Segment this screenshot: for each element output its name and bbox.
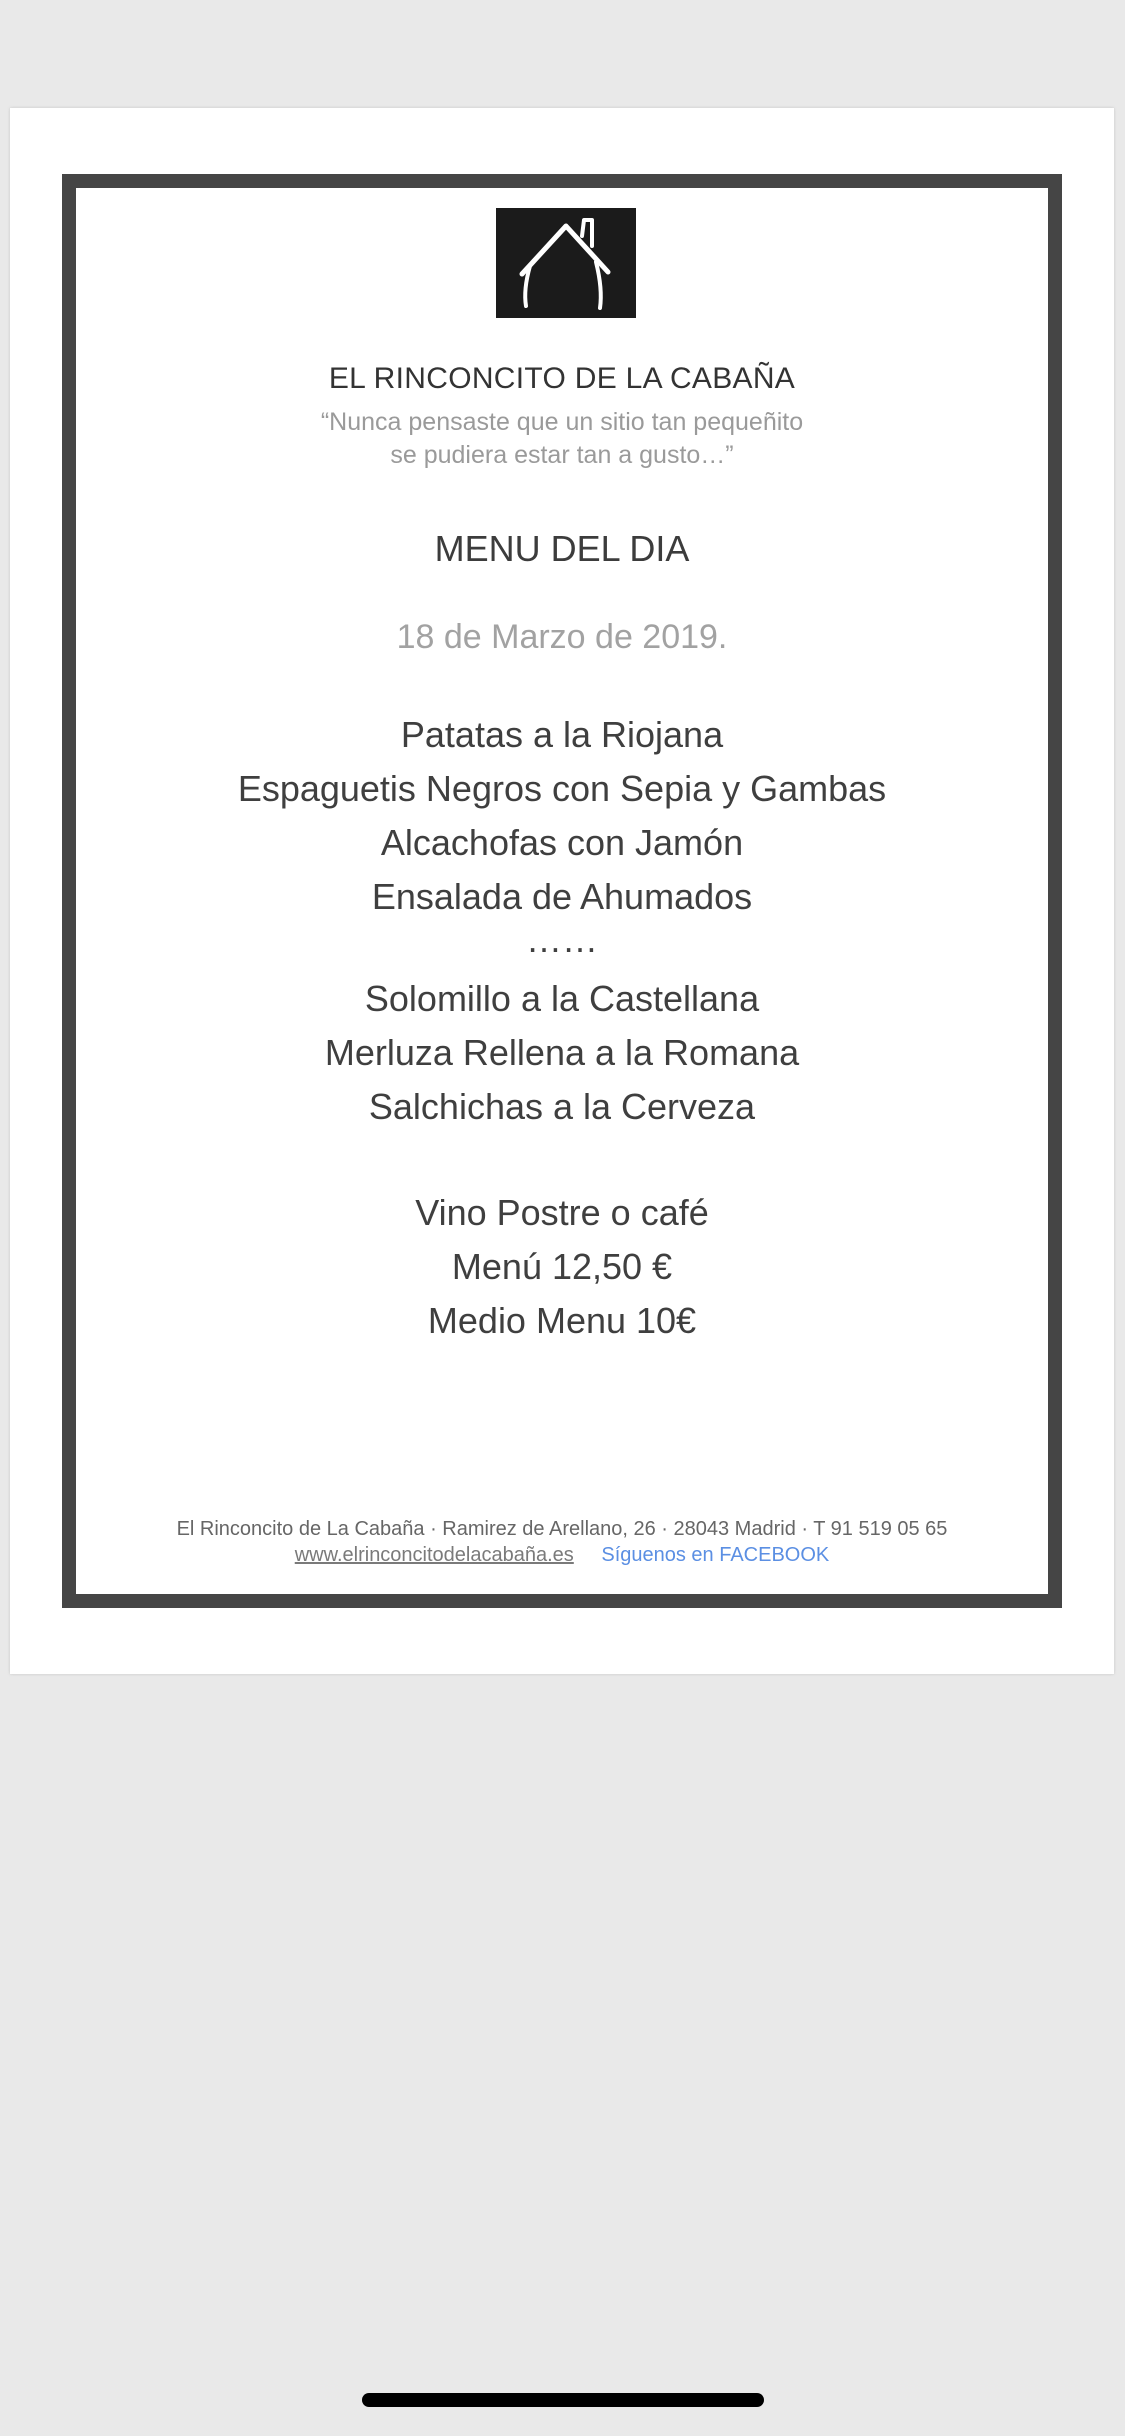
dish-item: Espaguetis Negros con Sepia y Gambas [237,768,887,809]
website-link[interactable]: www.elrinconcitodelacabaña.es [294,1544,574,1566]
house-outline-icon [496,208,636,318]
facebook-link[interactable]: Síguenos en FACEBOOK [601,1544,830,1566]
footer-address: El Rinconcito de La Cabaña · Ramirez de Arellano, 26 · 28043 Madrid · T 91 519 05 65 [176,1518,948,1540]
half-menu-price: Medio Menu 10€ [427,1300,697,1341]
dish-item: Ensalada de Ahumados [371,876,753,917]
restaurant-name: EL RINCONCITO DE LA CABAÑA [328,362,796,395]
menu-document [10,108,1114,1674]
course-separator: …… [526,919,598,960]
menu-date: 18 de Marzo de 2019. [396,618,728,656]
dish-list [76,708,1048,1348]
restaurant-slogan [76,406,1048,472]
slogan-line: se pudiera estar tan a gusto…” [390,441,734,469]
dish-item: Salchichas a la Cerveza [368,1086,756,1127]
menu-price: Menú 12,50 € [451,1246,673,1287]
slogan-line: “Nunca pensaste que un sitio tan pequeñito [320,408,804,436]
dish-item: Merluza Rellena a la Romana [324,1032,800,1073]
menu-title: MENU DEL DIA [434,528,690,569]
dish-item: Alcachofas con Jamón [380,822,744,863]
home-indicator[interactable] [362,2393,764,2407]
dish-item: Patatas a la Riojana [400,714,724,755]
restaurant-logo [496,208,636,318]
menu-frame [62,174,1062,1608]
menu-extras: Vino Postre o café [415,1192,709,1233]
footer-links [76,1544,1048,1567]
dish-item: Solomillo a la Castellana [364,978,760,1019]
